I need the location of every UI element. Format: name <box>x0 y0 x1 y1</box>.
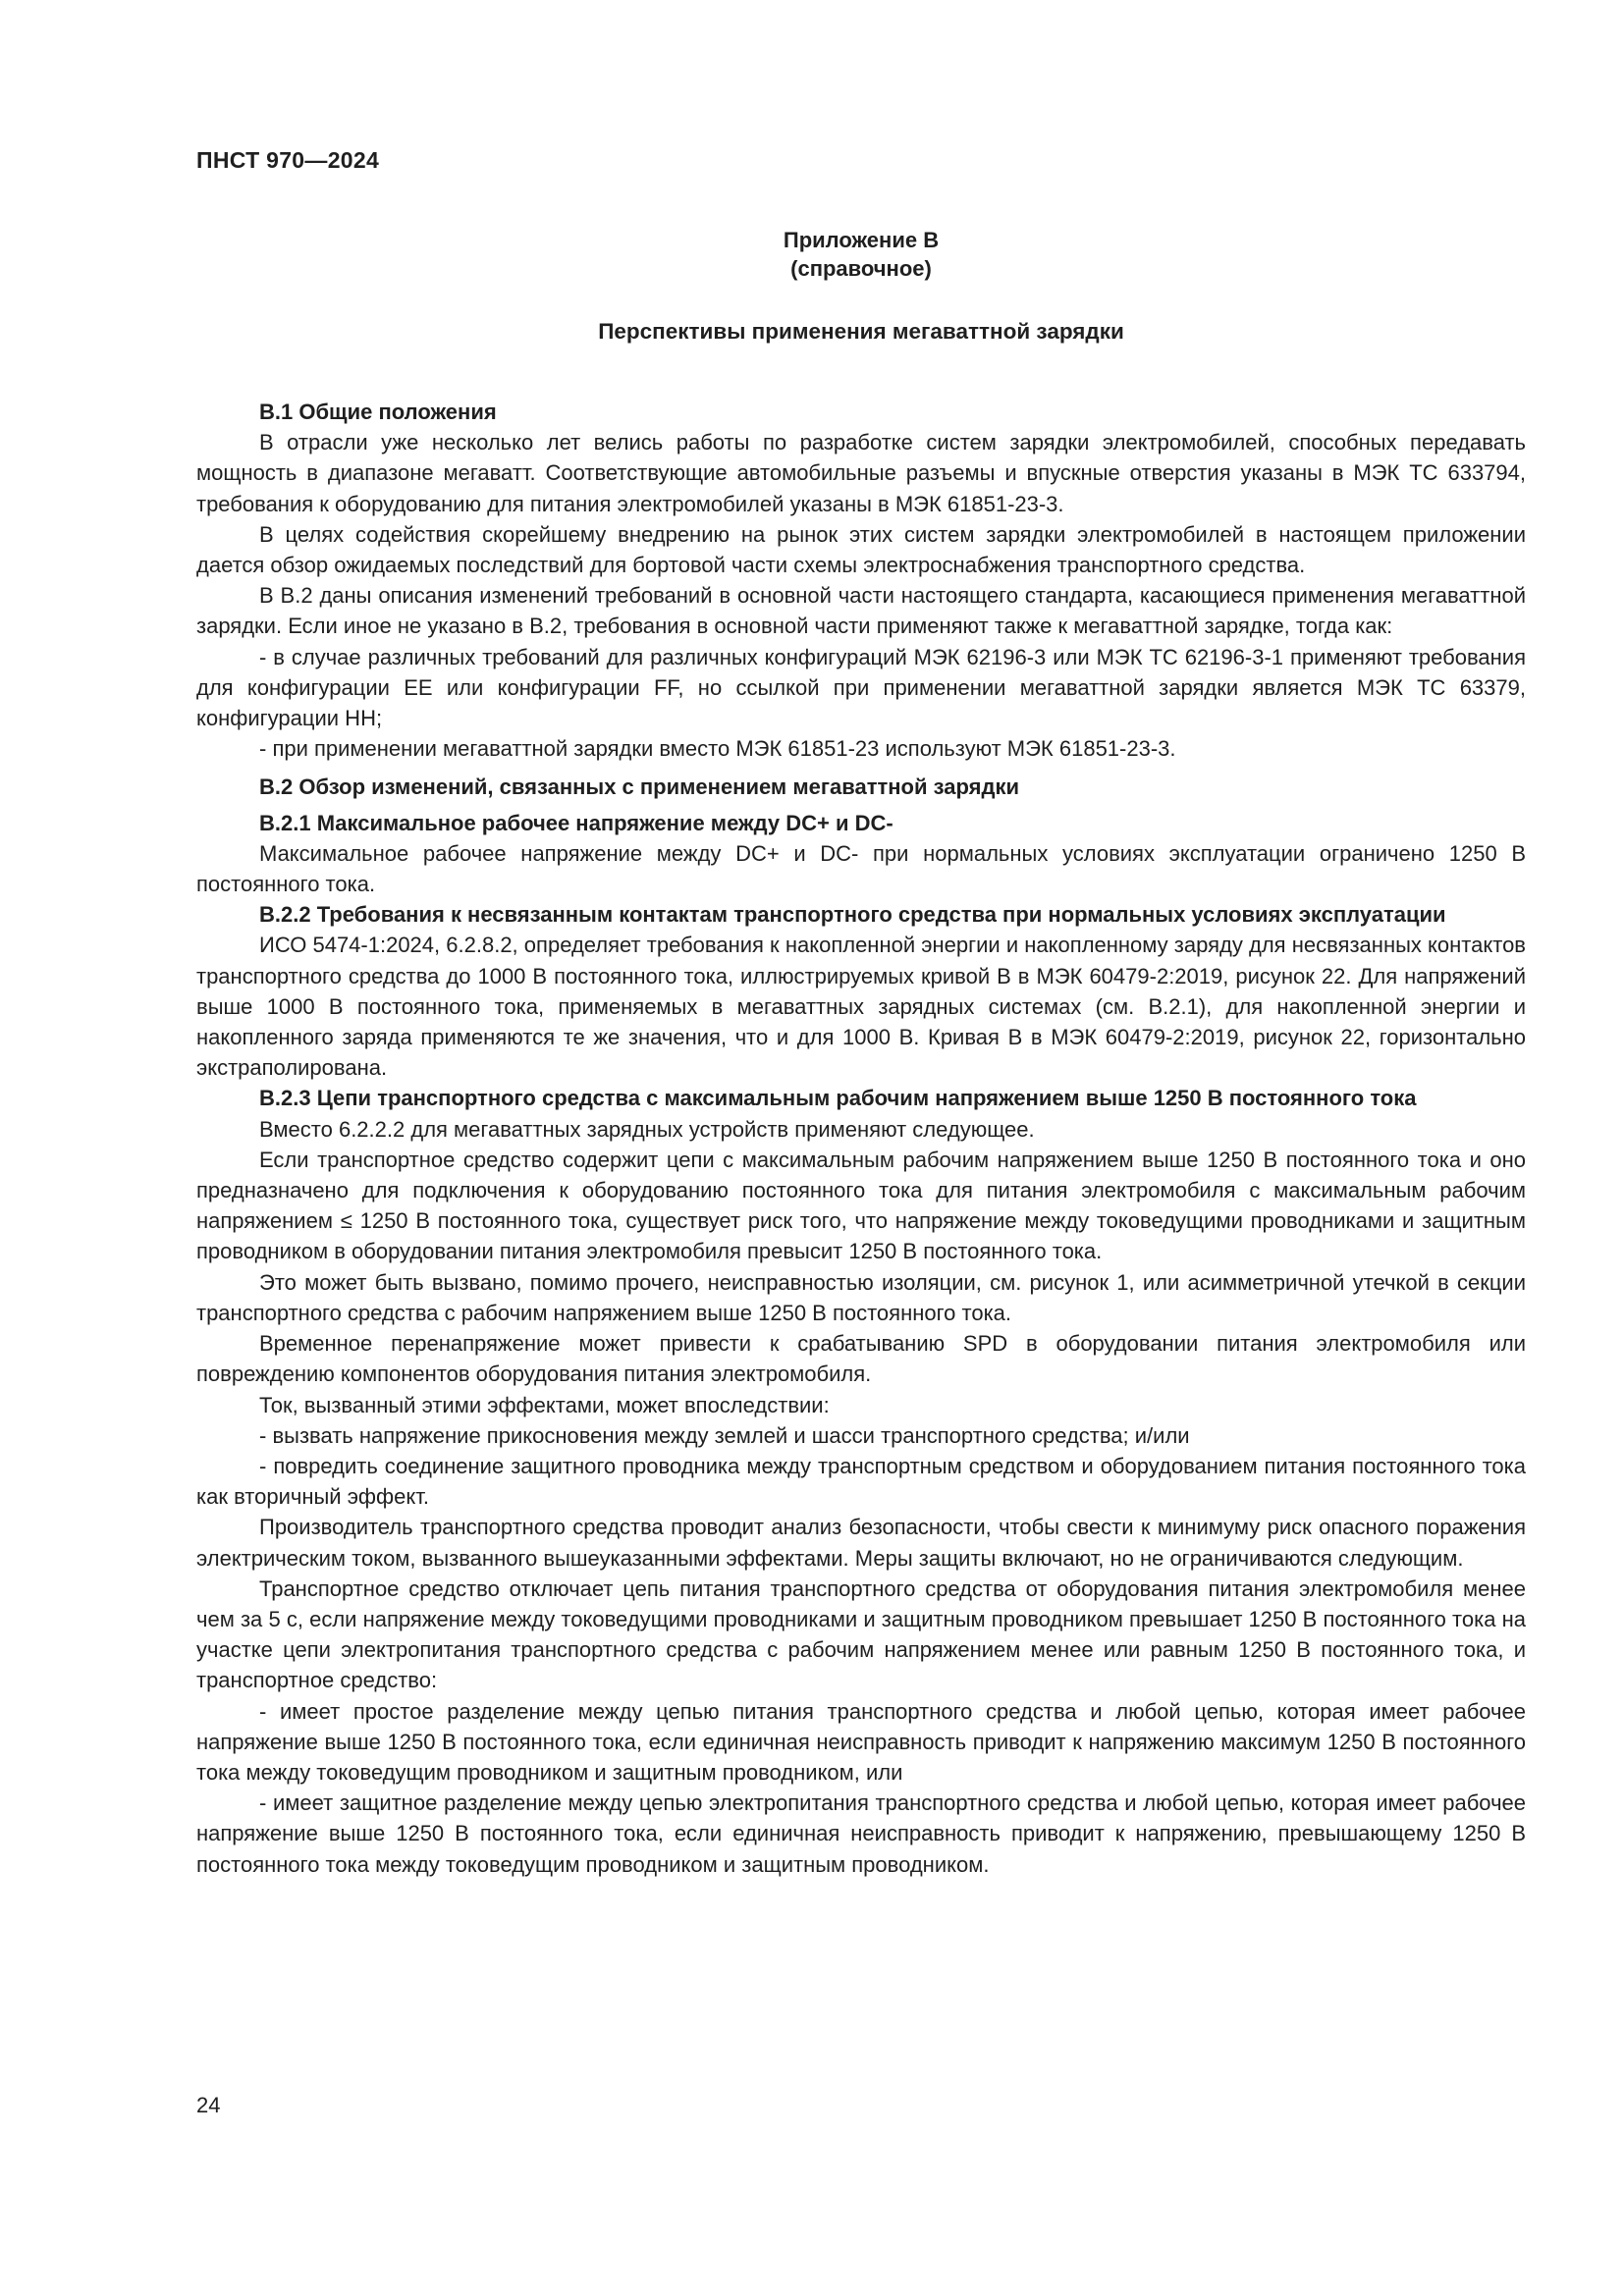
paragraph: В В.2 даны описания изменений требований в основной части настоящего стандарта, касающиеся применения мегаваттной зарядки. Если иное не указано в В.2, требования в основной части применяют также к мегаваттной зарядке, тогда как: <box>196 583 1526 639</box>
document-code: ПНСТ 970—2024 <box>196 147 380 173</box>
paragraph: Транспортное средство отключает цепь питания транспортного средства от оборудования питания электромобиля менее чем за 5 с, если напряжение между токоведущими проводниками и защитным проводником превышает 1250 В постоянного тока на участке цепи электропитания транспортного средства с рабочим напряжением менее или равным 1250 В постоянного тока, и транспортное средство: <box>196 1575 1526 1693</box>
list-item: - при применении мегаваттной зарядки вместо МЭК 61851-23 используют МЭК 61851-23-3. <box>259 736 1176 762</box>
list-item: - в случае различных требований для различных конфигураций МЭК 62196-3 или МЭК ТС 62196-3-1 применяют требования для конфигурации ЕЕ или конфигурации FF, но ссылкой при применении мегаваттной зарядки является МЭК ТС 63379, конфигурации НН; <box>196 644 1526 731</box>
section-b1-heading: В.1 Общие положения <box>259 400 497 424</box>
paragraph: Ток, вызванный этими эффектами, может впоследствии: <box>259 1392 830 1417</box>
paragraph: Это может быть вызвано, помимо прочего, неисправностью изоляции, см. рисунок 1, или асимметричной утечкой в секции транспортного средства с рабочим напряжением выше 1250 В постоянного тока. <box>196 1269 1526 1325</box>
section-b2-heading: В.2 Обзор изменений, связанных с применением мегаваттной зарядки <box>259 774 1019 800</box>
list-item: - повредить соединение защитного проводника между транспортным средством и оборудованием питания постоянного тока как вторичный эффект. <box>196 1453 1526 1510</box>
paragraph: В отрасли уже несколько лет велись работы по разработке систем зарядки электромобилей, способных передавать мощность в диапазоне мегаватт. Соответствующие автомобильные разъемы и впускные отверстия указаны в МЭК ТС 633794, требования к оборудованию для питания электромобилей указаны в МЭК 61851-23-3. <box>196 430 1526 516</box>
annex-status: (справочное) <box>790 256 932 281</box>
paragraph: Если транспортное средство содержит цепи с максимальным рабочим напряжением выше 1250 В постоянного тока и оно предназначено для подключения к оборудованию постоянного тока для питания электромобиля с максимальным рабочим напряжением ≤ 1250 В постоянного тока, существует риск того, что напряжение между токоведущими проводниками и защитным проводником в оборудовании питания электромобиля превысит 1250 В постоянного тока. <box>196 1147 1526 1264</box>
annex-label: Приложение В <box>783 228 940 252</box>
paragraph: Вместо 6.2.2.2 для мегаваттных зарядных устройств применяют следующее. <box>259 1116 1035 1142</box>
annex-header <box>196 226 1526 283</box>
section-b22-heading: В.2.2 Требования к несвязанным контактам транспортного средства при нормальных условиях эксплуатации <box>259 902 1446 928</box>
list-item: - имеет простое разделение между цепью питания транспортного средства и любой цепью, которая имеет рабочее напряжение выше 1250 В постоянного тока, если единичная неисправность приводит к напряжению максимум 1250 В постоянного тока между токоведущим проводником и защитным проводником, или <box>196 1698 1526 1785</box>
paragraph: Производитель транспортного средства проводит анализ безопасности, чтобы свести к минимуму риск опасного поражения электрическим током, вызванного вышеуказанными эффектами. Меры защиты включают, но не ограничиваются следующим. <box>196 1515 1526 1571</box>
document-body <box>196 397 1526 1880</box>
list-item: - вызвать напряжение прикосновения между землей и шасси транспортного средства; и/или <box>259 1422 1190 1448</box>
paragraph: Временное перенапряжение может привести к срабатыванию SPD в оборудовании питания электромобиля или повреждению компонентов оборудования питания электромобиля. <box>196 1331 1526 1387</box>
section-b23-heading: В.2.3 Цепи транспортного средства с максимальным рабочим напряжением выше 1250 В постоянного тока <box>259 1086 1417 1111</box>
page-number: 24 <box>196 2093 221 2117</box>
paragraph: ИСО 5474-1:2024, 6.2.8.2, определяет требования к накопленной энергии и накопленному заряду для несвязанных контактов транспортного средства до 1000 В постоянного тока, иллюстрируемых кривой В в МЭК 60479-2:2019, рисунок 22. Для напряжений выше 1000 В постоянного тока, применяемых в мегаваттных зарядных системах (см. В.2.1), для накопленной энергии и накопленного заряда применяются те же значения, что и для 1000 В. Кривая В в МЭК 60479-2:2019, рисунок 22, горизонтально экстраполирована. <box>196 933 1526 1081</box>
annex-title: Перспективы применения мегаваттной зарядки <box>598 319 1124 344</box>
paragraph: В целях содействия скорейшему внедрению на рынок этих систем зарядки электромобилей в настоящем приложении дается обзор ожидаемых последствий для бортовой части схемы электроснабжения транспортного средства. <box>196 521 1526 578</box>
paragraph: Максимальное рабочее напряжение между DC+ и DC- при нормальных условиях эксплуатации ограничено 1250 В постоянного тока. <box>196 840 1526 897</box>
list-item: - имеет защитное разделение между цепью электропитания транспортного средства и любой цепью, которая имеет рабочее напряжение выше 1250 В постоянного тока, если единичная неисправность приводит к напряжению, превышающему 1250 В постоянного тока между токоведущим проводником и защитным проводником. <box>196 1790 1526 1877</box>
section-b21-heading: В.2.1 Максимальное рабочее напряжение между DC+ и DC- <box>259 810 893 835</box>
